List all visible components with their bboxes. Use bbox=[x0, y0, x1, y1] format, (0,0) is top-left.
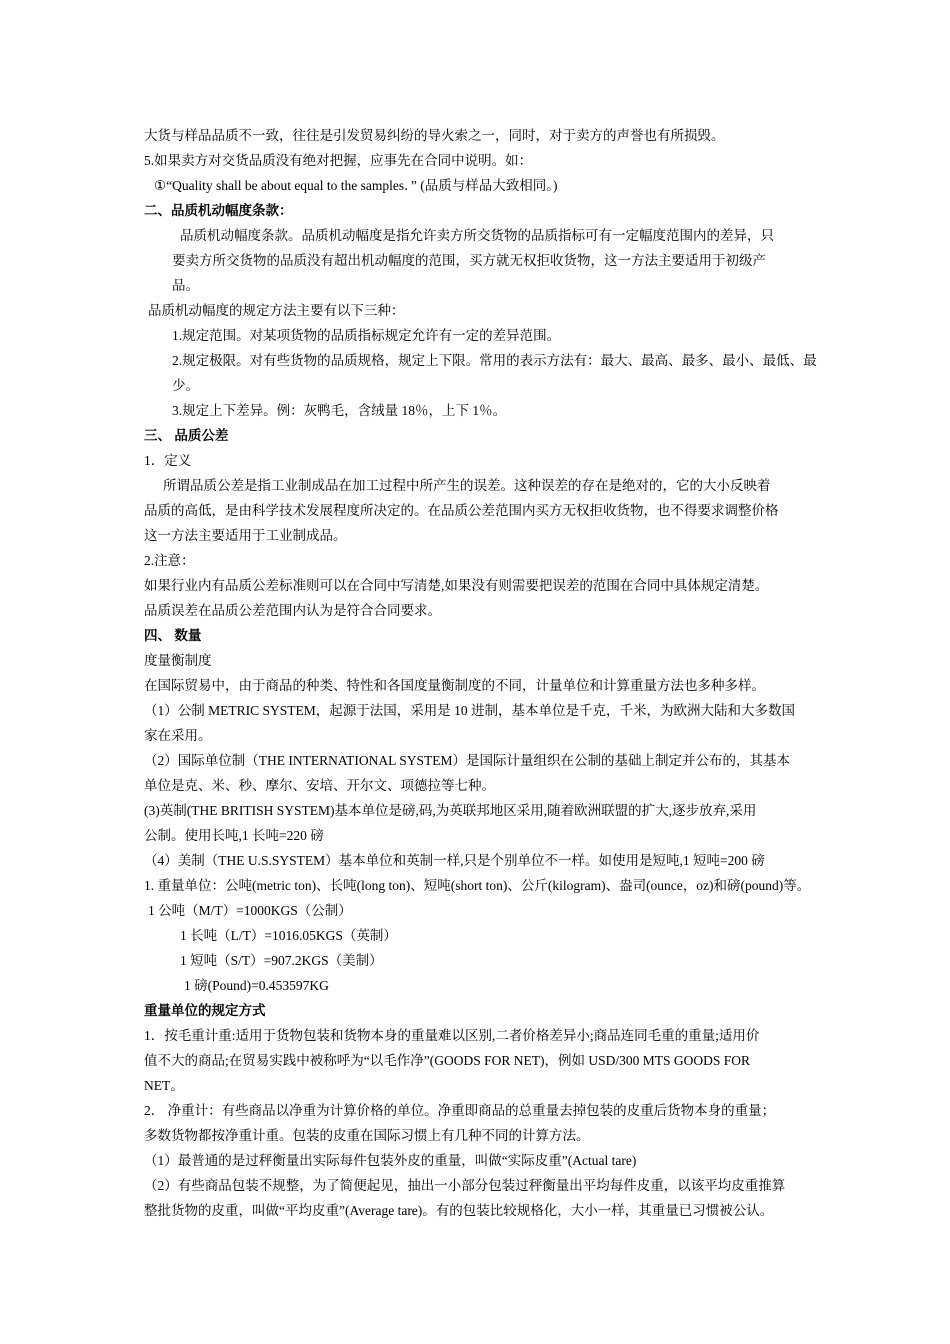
paragraph-line: ①“Quality shall be about equal to the samples．” (品质与样品大致相同。) bbox=[154, 178, 558, 193]
paragraph-line: 品质机动幅度的规定方法主要有以下三种： bbox=[148, 303, 405, 318]
paragraph-line: （1）公制 METRIC SYSTEM，起源于法国，采用是 10 进制，基本单位是千克，千米，为欧洲大陆和大多数国 bbox=[144, 703, 796, 718]
paragraph-line: 品。 bbox=[172, 278, 199, 293]
paragraph-line: 品质误差在品质公差范围内认为是符合合同要求。 bbox=[144, 603, 441, 618]
paragraph-line: 1．按毛重计重:适用于货物包装和货物本身的重量难以区别,二者价格差异小;商品连同毛重的重量;适用价 bbox=[144, 1028, 760, 1043]
section-heading: 重量单位的规定方式 bbox=[144, 1003, 266, 1018]
paragraph-line: 所谓品质公差是指工业制成品在加工过程中所产生的误差。这种误差的存在是绝对的，它的大小反映着 bbox=[163, 478, 771, 493]
paragraph-line: 2． 净重计：有些商品以净重为计算价格的单位。净重即商品的总重量去掉包装的皮重后货物本身的重量； bbox=[144, 1103, 776, 1118]
paragraph-line: 1．定义 bbox=[144, 453, 192, 468]
paragraph-line: 度量衡制度 bbox=[144, 653, 212, 668]
paragraph-line: （4）美制（THE U.S.SYSTEM）基本单位和英制一样,只是个别单位不一样。如使用是短吨,1 短吨=200 磅 bbox=[144, 853, 765, 868]
section-heading: 四、 数量 bbox=[144, 628, 202, 643]
paragraph-line: 要卖方所交货物的品质没有超出机动幅度的范围，买方就无权拒收货物，这一方法主要适用于初级产 bbox=[172, 253, 766, 268]
paragraph-line: 家在采用。 bbox=[144, 728, 212, 743]
paragraph-line: (3)英制(THE BRITISH SYSTEM)基本单位是磅,码,为英联邦地区采用,随着欧洲联盟的扩大,逐步放弃,采用 bbox=[144, 803, 757, 818]
paragraph-line: 单位是克、米、秒、摩尔、安培、开尔文、项德拉等七种。 bbox=[144, 778, 495, 793]
paragraph-line: （2）国际单位制（THE INTERNATIONAL SYSTEM）是国际计量组织在公制的基础上制定并公布的，其基本 bbox=[144, 753, 790, 768]
unit-conversion-line: 1 长吨（L/T）=1016.05KGS（英制） bbox=[180, 928, 397, 943]
list-item: 3.规定上下差异。例：灰鸭毛，含绒量 18％，上下 1％。 bbox=[172, 403, 507, 418]
paragraph-line: 1. 重量单位：公吨(metric ton)、长吨(long ton)、短吨(short ton)、公斤(kilogram)、盎司(ounce，oz)和磅(pound)等。 bbox=[144, 878, 811, 893]
list-item: 1.规定范围。对某项货物的品质指标规定允许有一定的差异范围。 bbox=[172, 328, 561, 343]
unit-conversion-line: 1 短吨（S/T）=907.2KGS（美制） bbox=[180, 953, 383, 968]
paragraph-line: 多数货物都按净重计重。包装的皮重在国际习惯上有几种不同的计算方法。 bbox=[144, 1128, 590, 1143]
list-item: 少。 bbox=[172, 378, 199, 393]
paragraph-line: 这一方法主要适用于工业制成品。 bbox=[144, 528, 347, 543]
paragraph-line: 品质机动幅度条款。品质机动幅度是指允许卖方所交货物的品质指标可有一定幅度范围内的差异，只 bbox=[180, 228, 774, 243]
paragraph-line: 品质的高低，是由科学技术发展程度所决定的。在品质公差范围内买方无权拒收货物，也不得要求调整价格 bbox=[144, 503, 779, 518]
list-item: 2.规定极限。对有些货物的品质规格，规定上下限。常用的表示方法有：最大、最高、最多、最小、最低、最 bbox=[172, 353, 817, 368]
paragraph-line: （2）有些商品包装不规整，为了简便起见，抽出一小部分包装过秤衡量出平均每件皮重，以该平均皮重推算 bbox=[144, 1178, 786, 1193]
section-heading: 二、品质机动幅度条款： bbox=[144, 203, 293, 218]
paragraph-line: 在国际贸易中，由于商品的种类、特性和各国度量衡制度的不同，计量单位和计算重量方法也多种多样。 bbox=[144, 678, 765, 693]
section-heading: 三、 品质公差 bbox=[144, 428, 229, 443]
paragraph-line: NET。 bbox=[144, 1078, 184, 1093]
paragraph-line: 整批货物的皮重，叫做“平均皮重”(Average tare)。有的包装比较规格化，大小一样，其重量已习惯被公认。 bbox=[144, 1203, 774, 1218]
paragraph-line: （1）最普通的是过秤衡量出实际每件包装外皮的重量，叫做“实际皮重”(Actual tare) bbox=[144, 1153, 637, 1168]
paragraph-line: 2.注意： bbox=[144, 553, 195, 568]
paragraph-line: 如果行业内有品质公差标准则可以在合同中写清楚,如果没有则需要把误差的范围在合同中具体规定清楚。 bbox=[144, 578, 769, 593]
paragraph-line: 公制。使用长吨,1 长吨=220 磅 bbox=[144, 828, 324, 843]
paragraph-line: 值不大的商品;在贸易实践中被称呼为“以毛作净”(GOODS FOR NET)，例如 USD/300 MTS GOODS FOR bbox=[144, 1053, 751, 1068]
unit-conversion-line: 1 磅(Pound)=0.453597KG bbox=[184, 978, 329, 993]
unit-conversion-line: 1 公吨（M/T）=1000KGS（公制） bbox=[148, 903, 352, 918]
paragraph-line: 大货与样品品质不一致，往往是引发贸易纠纷的导火索之一，同时，对于卖方的声誉也有所损毁。 bbox=[144, 128, 725, 143]
paragraph-line: 5.如果卖方对交货品质没有绝对把握，应事先在合同中说明。如： bbox=[144, 153, 533, 168]
